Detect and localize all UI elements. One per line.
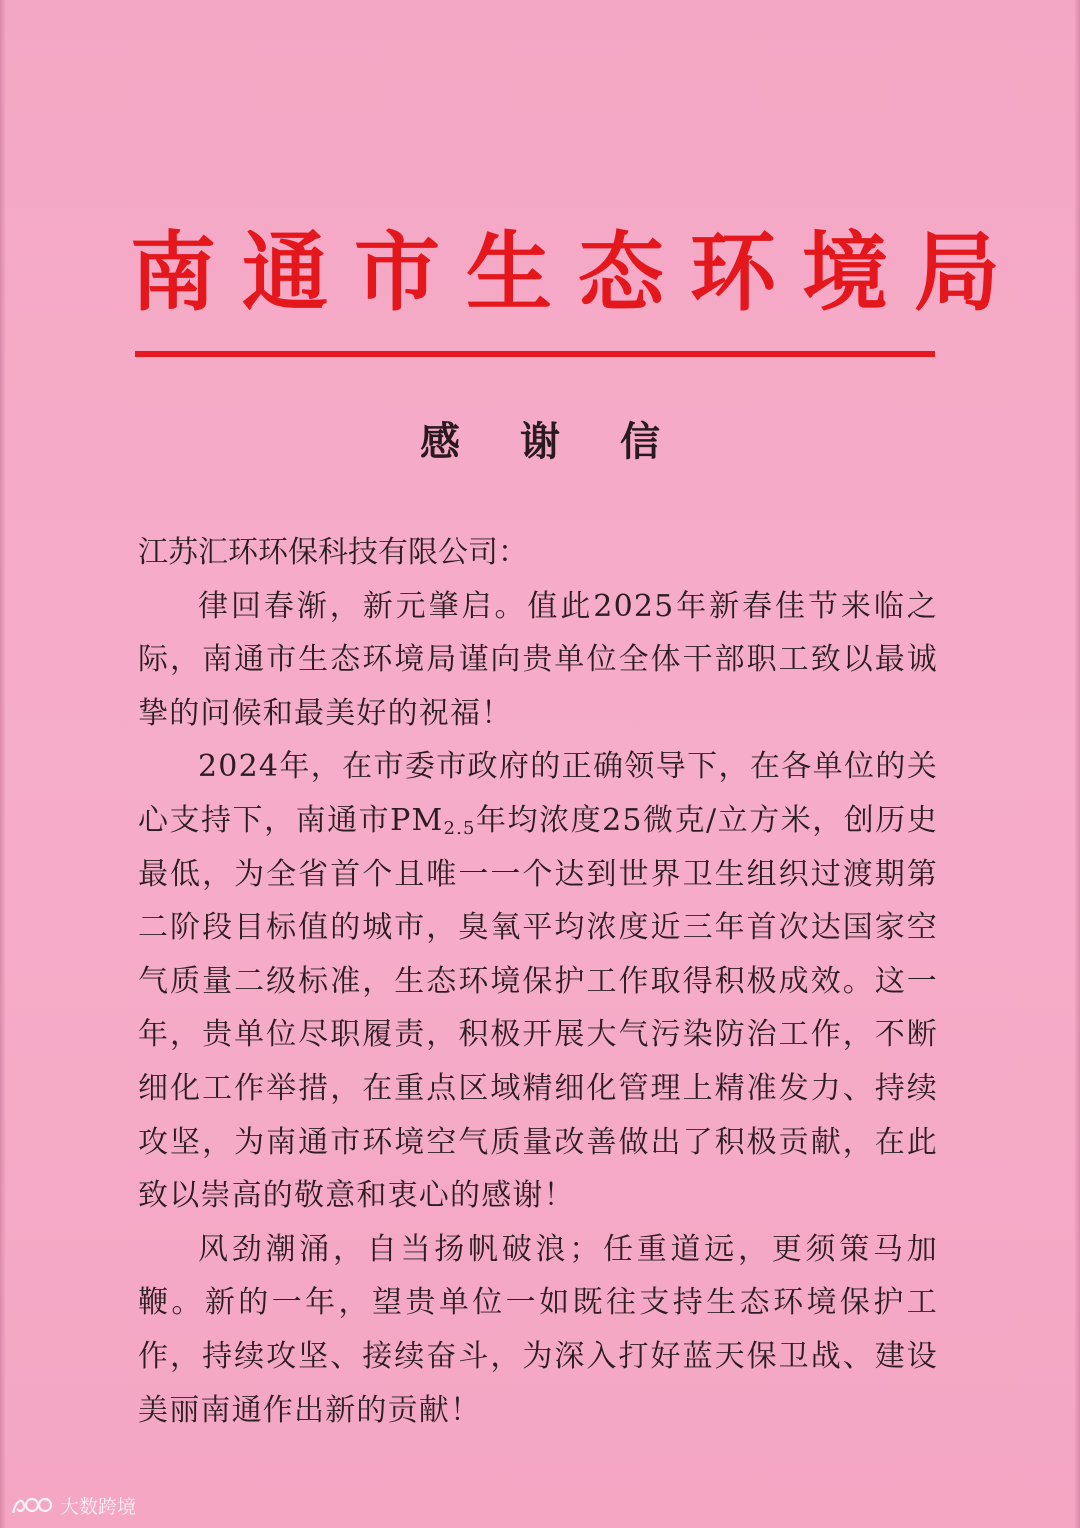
paper-edge-right — [1074, 0, 1080, 1528]
paper-edge-left — [0, 0, 6, 1528]
paragraph-achievements — [138, 740, 938, 1222]
paragraph-greeting: 律回春渐，新元肇启。值此2025年新春佳节来临之际，南通市生态环境局谨向贵单位全体干部职工致以最诚挚的问候和最美好的祝福！ — [138, 588, 938, 731]
paragraph-closing: 风劲潮涌，自当扬帆破浪；任重道远，更须策马加鞭。新的一年，望贵单位一如既往支持生态环境保护工作，持续攻坚、接续奋斗，为深入打好蓝天保卫战、建设美丽南通作出新的贡献！ — [138, 1231, 938, 1428]
letterhead-red-rule — [135, 351, 935, 357]
letter-body — [138, 526, 938, 1437]
letter-title: 感谢信 — [420, 418, 720, 465]
salutation: 江苏汇环环保科技有限公司： — [138, 535, 528, 570]
paragraph-achievements-part-2: 年均浓度25微克/立方米，创历史最低，为全省首个且唯一一个达到世界卫生组织过渡期第二阶段目标值的城市，臭氧平均浓度近三年首次达国家空气质量二级标准，生态环境保护工作取得积极成效。这一年，贵单位尽职履责，积极开展大气污染防治工作，不断细化工作举措，在重点区域精细化管理上精准发力、持续攻坚，为南通市环境空气质量改善做出了积极贡献，在此致以崇高的敬意和衷心的感谢！ — [138, 802, 938, 1214]
watermark-logo-icon — [10, 1493, 54, 1517]
watermark-text: 大数跨境 — [60, 1495, 137, 1518]
letterhead-organization: 南通市生态环境局 — [130, 222, 1026, 323]
paragraph-achievements-part-1: 2024年，在市委市政府的正确领导下，在各单位的关心支持下，南通市PM — [138, 749, 938, 838]
watermark — [10, 1490, 136, 1520]
pm-subscript: 2.5 — [443, 817, 476, 839]
